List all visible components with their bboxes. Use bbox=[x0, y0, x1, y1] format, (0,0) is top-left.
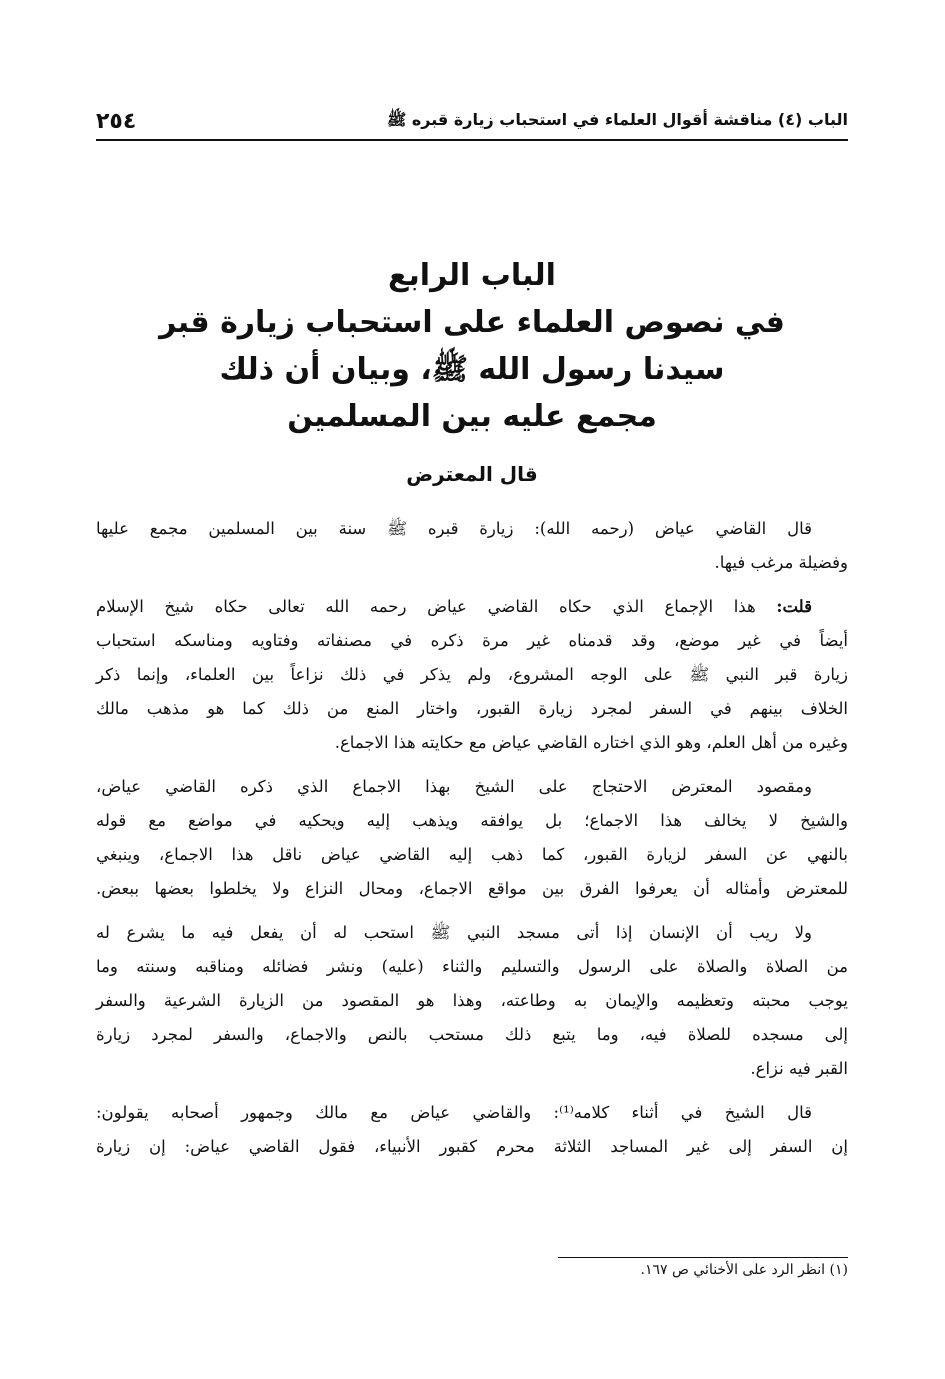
text-line: زيارة قبر النبي ﷺ على الوجه المشروع، ولم يذكر في ذلك نزاعاً بين العلماء، وإنما ذكر bbox=[96, 665, 848, 684]
text-line: الخلاف بينهم في السفر لمجرد زيارة القبور، واختار المنع من ذلك كما هو مذهب مالك bbox=[96, 699, 848, 718]
chapter-title-line: الباب الرابع bbox=[388, 258, 556, 293]
paragraph bbox=[96, 1096, 848, 1164]
text-line: القبر فيه نزاع. bbox=[750, 1059, 848, 1078]
book-page bbox=[96, 0, 848, 1379]
chapter-title-line: مجمع عليه بين المسلمين bbox=[287, 399, 657, 434]
paragraph bbox=[96, 770, 848, 906]
body-text bbox=[96, 512, 848, 1174]
text-line-content: هذا الإجماع الذي حكاه القاضي عياض رحمه الله تعالى حكاه شيخ الإسلام bbox=[96, 597, 756, 616]
footnote-divider bbox=[558, 1257, 848, 1258]
chapter-title-line: سيدنا رسول الله ﷺ، وبيان أن ذلك bbox=[219, 352, 725, 387]
text-line: يوجب محبته وتعظيمه والإيمان به وطاعته، وهذا هو المقصود من الزيارة الشرعية والسفر bbox=[96, 991, 848, 1010]
text-line: قال القاضي عياض (رحمه الله): زيارة قبره ﷺ سنة بين المسلمين مجمع عليها bbox=[96, 519, 812, 538]
text-line: للمعترض وأمثاله أن يعرفوا الفرق بين مواقع الاجماع، ومحال النزاع ولا يخلطوا بعضها ببعض. bbox=[96, 879, 848, 898]
text-line: من الصلاة والصلاة على الرسول والتسليم والثناء (عليه) ونشر فضائله ومناقبه وسنته وما bbox=[96, 957, 848, 976]
page-number: ٢٥٤ bbox=[96, 108, 137, 134]
section-heading: قال المعترض bbox=[406, 462, 538, 486]
running-title: الباب (٤) مناقشة أقوال العلماء في استحباب زيارة قبره ﷺ bbox=[386, 109, 848, 129]
text-line: وفضيلة مرغب فيها. bbox=[714, 553, 848, 572]
text-line: بالنهي عن السفر لزيارة القبور، كما ذهب إليه القاضي عياض ناقل هذا الاجماع، وينبغي bbox=[96, 845, 848, 864]
paragraph-lead: قلت: bbox=[776, 597, 813, 616]
text-line: إلى مسجده للصلاة فيه، وما يتبع ذلك مستحب بالنص والاجماع، والسفر لمجرد زيارة bbox=[96, 1025, 848, 1044]
chapter-title-line: في نصوص العلماء على استحباب زيارة قبر bbox=[159, 305, 785, 340]
text-line: والشيخ لا يخالف هذا الاجماع؛ بل يوافقه ويذهب إليه ويحكيه في مواضع مع قوله bbox=[96, 811, 848, 830]
chapter-title bbox=[96, 252, 848, 440]
paragraph bbox=[96, 916, 848, 1086]
paragraph bbox=[96, 590, 848, 760]
text-line: أيضاً في غير موضع، وقد قدمناه غير مرة ذكره في مصنفاته وفتاويه ومناسكه استحباب bbox=[96, 631, 848, 650]
text-line: قال الشيخ في أثناء كلامه⁽¹⁾: والقاضي عياض مع مالك وجمهور أصحابه يقولون: bbox=[96, 1103, 812, 1122]
text-line: وغيره من أهل العلم، وهو الذي اختاره القاضي عياض مع حكايته هذا الاجماع. bbox=[334, 733, 848, 752]
running-header bbox=[96, 103, 848, 141]
footnote: (١) انظر الرد على الأخنائي ص ١٦٧. bbox=[640, 1262, 848, 1278]
text-line: ومقصود المعترض الاحتجاج على الشيخ بهذا الاجماع الذي ذكره القاضي عياض، bbox=[96, 777, 812, 796]
paragraph bbox=[96, 512, 848, 580]
text-line: ولا ريب أن الإنسان إذا أتى مسجد النبي ﷺ استحب له أن يفعل فيه ما يشرع له bbox=[96, 923, 812, 942]
text-line: إن السفر إلى غير المساجد الثلاثة محرم كقبور الأنبياء، فقول القاضي عياض: إن زيارة bbox=[96, 1137, 848, 1156]
text-line bbox=[96, 590, 848, 624]
